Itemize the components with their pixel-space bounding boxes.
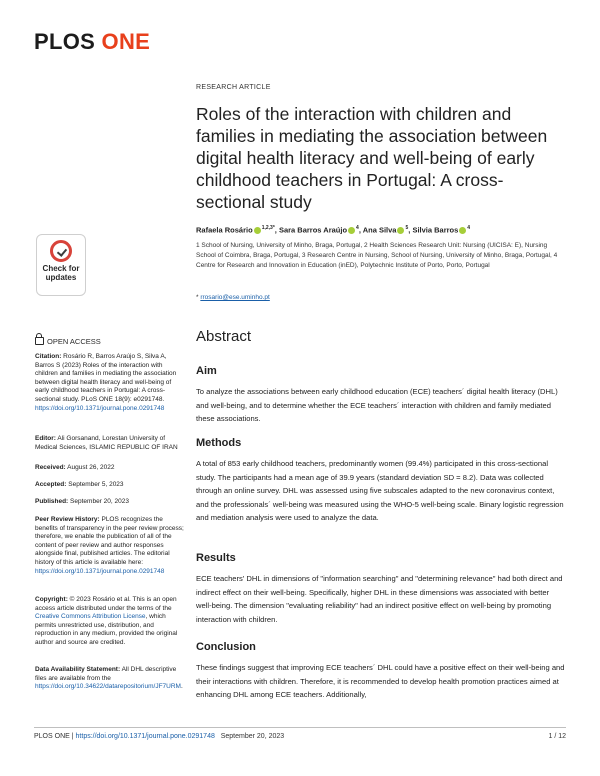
corresponding-author <box>196 294 566 301</box>
footer-date: September 20, 2023 <box>220 733 285 740</box>
section-methods <box>196 437 566 525</box>
editor-text: Ali Gorsanand, Lorestan University of Medical Sciences, ISLAMIC REPUBLIC OF IRAN <box>35 435 178 451</box>
citation-label: Citation: <box>35 353 62 360</box>
footer-divider <box>34 727 566 728</box>
license-link[interactable]: Creative Commons Attribution License <box>35 613 146 621</box>
copyright-label: Copyright: <box>35 596 68 603</box>
footer-journal: PLOS ONE <box>34 733 70 740</box>
editor-label: Editor: <box>35 435 56 442</box>
badge-line1: Check for <box>42 264 80 273</box>
citation-doi-link[interactable]: https://doi.org/10.1371/journal.pone.0291748 <box>35 404 165 412</box>
section-heading: Aim <box>196 365 217 377</box>
peer-review-link[interactable]: https://doi.org/10.1371/journal.pone.0291748 <box>35 567 165 575</box>
open-lock-icon <box>35 337 44 345</box>
data-availability-label: Data Availability Statement: <box>35 666 121 673</box>
peer-review-label: Peer Review History: <box>35 516 100 523</box>
published-date: September 20, 2023 <box>70 498 129 505</box>
citation-block <box>35 353 185 413</box>
journal-name-plos: PLOS <box>34 29 96 54</box>
section-conclusion <box>196 641 566 702</box>
journal-name-one: ONE <box>101 29 151 54</box>
author-list: Rafaela Rosário $^{1,2,3*}$, Sara Barros Araújo $^4$, Ana Silva $^5$, Silvia Barros $^4$ <box>196 225 471 235</box>
journal-logo <box>34 29 150 55</box>
data-availability-block <box>35 666 185 692</box>
orcid-icon[interactable] <box>459 227 466 234</box>
published-label: Published: <box>35 498 69 505</box>
peer-review-block <box>35 516 185 576</box>
author-affiliation-mark: 5 <box>405 225 409 231</box>
page-number: 1 / 12 <box>548 733 566 740</box>
page-footer <box>34 733 566 740</box>
section-text: A total of 853 early childhood teachers, predominantly women (99.4%) participated in this cross-sectional study. The participants had a mean age of 39.9 years (standard deviation SD = 8.2). Data was collected through an online survey. DHL was assessed using five subscales adapted to the new coronavirus context, and the professionals´ well-being was measured using the WHO-5 well-being scale. Binary logistic regression and mediation analysis were used to analyze the data. <box>196 459 564 522</box>
check-updates-icon <box>50 240 72 262</box>
section-results <box>196 552 566 626</box>
abstract-heading: Abstract <box>196 328 252 345</box>
section-text: To analyze the associations between early childhood education (ECE) teachers´ digital health literacy (DHL) and well-being, and to determine whether the ECE teachers´ interaction with children and family mediated these associations. <box>196 387 558 423</box>
author-name: Rafaela Rosário <box>196 225 253 235</box>
published-block <box>35 498 185 507</box>
footer-doi-link[interactable]: https://doi.org/10.1371/journal.pone.0291748 <box>75 733 215 740</box>
orcid-icon[interactable] <box>348 227 355 234</box>
section-aim <box>196 365 566 426</box>
copyright-text-end: , which permits unrestricted use, distribution, and reproduction in any medium, provided the original author and source are credited. <box>35 613 178 646</box>
data-repository-link[interactable]: https://doi.org/10.34622/datarepositorium/JF7URM <box>35 683 181 691</box>
section-text: These findings suggest that improving ECE teachers´ DHL could have a positive effect on their well-being and their interactions with children. Therefore, it is recommended to develop health promotion practices aimed at enhancing DHL among ECE teachers. Additionally, <box>196 663 565 699</box>
corr-mark: * <box>196 294 199 301</box>
data-availability-end: . <box>180 683 183 691</box>
received-block <box>35 464 185 473</box>
check-for-updates-badge[interactable] <box>36 234 86 296</box>
author-name: Sara Barros Araújo <box>278 225 348 235</box>
section-heading: Methods <box>196 437 242 449</box>
orcid-icon[interactable] <box>254 227 261 234</box>
received-label: Received: <box>35 464 66 471</box>
badge-line2: updates <box>45 273 77 282</box>
data-availability-text: All DHL descriptive files are available from the <box>35 666 177 682</box>
section-heading: Conclusion <box>196 641 256 653</box>
section-heading: Results <box>196 552 236 564</box>
accepted-label: Accepted: <box>35 481 67 488</box>
affiliations: 1 School of Nursing, University of Minho, Braga, Portugal, 2 Health Sciences Research Unit: Nursing (UICISA: E), Nursing School of Coimbra, Braga, Portugal, 3 Research Centre in Nursing, School of Nursing, University of Minho, Braga, Portugal, 4 Centre for Research and Innovation in Education (inED), Polytechnic Institute of Porto, Porto, Portugal <box>196 242 558 269</box>
copyright-block <box>35 596 185 648</box>
corresponding-email-link[interactable]: rrosario@ese.uminho.pt <box>200 294 270 301</box>
author-affiliation-mark: 4 <box>356 225 359 231</box>
open-access-text: OPEN ACCESS <box>47 337 101 346</box>
received-date: August 26, 2022 <box>67 464 115 471</box>
article-type: RESEARCH ARTICLE <box>196 84 271 91</box>
citation-text: Rosário R, Barros Araújo S, Silva A, Barros S (2023) Roles of the interaction with children and families in mediating the association between digital health literacy and well-being of early childhood teachers in Portugal: A cross-sectional study. PLoS ONE 18(9): e0291748. <box>35 353 177 403</box>
orcid-icon[interactable] <box>397 227 404 234</box>
author-affiliation-mark: 4 <box>467 225 471 231</box>
author-name: Ana Silva <box>362 225 397 235</box>
open-access-label <box>35 337 101 346</box>
article-title: Roles of the interaction with children and families in mediating the association between digital health literacy and well-being of early childhood teachers in Portugal: A cross-sectional study <box>196 104 548 212</box>
section-text: ECE teachers' DHL in dimensions of "information searching" and "determining relevance" had both direct and indirect effect on their well-being. Specifically, higher DHL in these dimensions was associated with better well-being. The dimension "evaluating reliability" had an indirect positive effect on well-being by promoting interaction with children. <box>196 574 563 624</box>
peer-review-text: PLOS recognizes the benefits of transparency in the peer review process; therefore, we enable the publication of all of the content of peer review and author responses alongside final, published articles. The editorial history of this article is available here: <box>35 516 184 566</box>
copyright-text: © 2023 Rosário et al. This is an open access article distributed under the terms of the <box>35 596 177 612</box>
accepted-date: September 5, 2023 <box>68 481 124 488</box>
author-name: Silvia Barros <box>412 225 459 235</box>
editor-block <box>35 435 185 452</box>
accepted-block <box>35 481 185 490</box>
footer-separator: | <box>71 733 74 740</box>
author-affiliation-mark: 1,2,3* <box>261 225 275 231</box>
